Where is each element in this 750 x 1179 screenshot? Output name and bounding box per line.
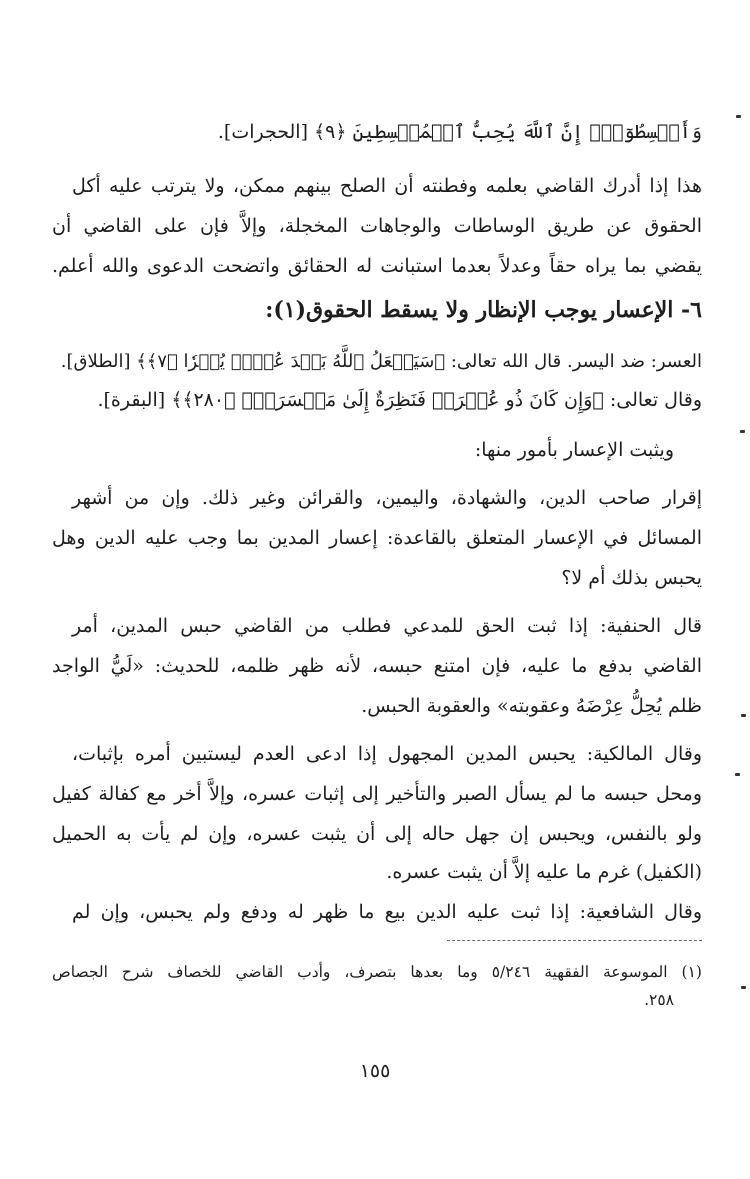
paragraph-line: ومحل حبسه ما لم يسأل الصبر والتأخير إلى إثبات عسره، وإلاَّ أخر مع كفالة كفيل (52, 783, 702, 805)
paragraph-line: قال الحنفية: إذا ثبت الحق للمدعي فطلب من القاضي حبس المدين، أمر (72, 615, 702, 637)
definition-line: العسر: ضد اليسر. قال الله تعالى: ﴿سَيَجۡعَلُ ٱللَّهُ بَعۡدَ عُسۡرٖ يُسۡرٗا ﴿٧﴾﴾ [الطلاق]. (60, 351, 702, 372)
paragraph-line: ظلم يُحِلُّ عِرْضَهُ وعقوبته» والعقوبة الحبس. (361, 695, 702, 717)
paragraph-line: القاضي بدفع ما عليه، فإن امتنع حبسه، لأنه ظهر ظلمه، للحديث: «لَيُّ الواجد (52, 655, 702, 677)
paragraph-line: هذا إذا أدرك القاضي بعلمه وفطنته أن الصلح بينهم ممكن، ولا يترتب عليه أكل (72, 175, 702, 197)
footnote-line: ٢٥٨. (644, 991, 674, 1009)
paragraph-line: (الكفيل) غرم ما عليه إلاَّ أن يثبت عسره. (386, 861, 702, 883)
scan-speck (741, 714, 746, 717)
paragraph-line: يقضي بما يراه حقاً وعدلاً بعدما استبانت له الحقائق واتضحت الدعوى والله أعلم. (52, 255, 702, 277)
scan-speck (741, 986, 746, 989)
quran-verse-hujurat: وَأَقۡسِطُوٓاْۖ إِنَّ ٱللَّهَ يُحِبُّ ٱلۡمُقۡسِطِينَ ﴿٩﴾ [الحجرات]. (217, 121, 702, 143)
paragraph-line: ولو بالنفس، ويحبس إن جهل حاله إلى أن يثبت عسره، وإن لم يأت به الحميل (52, 823, 702, 845)
paragraph-line: المسائل في الإعسار المتعلق بالقاعدة: إعسار المدين بما وجب عليه الدين وهل (52, 527, 702, 549)
page-number: ١٥٥ (359, 1060, 391, 1082)
scan-speck (736, 115, 741, 118)
scan-speck (740, 430, 745, 433)
quran-verse-baqarah: وقال تعالى: ﴿وَإِن كَانَ ذُو عُسۡرَةٖ فَنَظِرَةٌ إِلَىٰ مَيۡسَرَةٖۚ ﴿٢٨٠﴾﴾ [البقرة]. (97, 389, 702, 411)
paragraph-line: الحقوق عن طريق الوساطات والوجاهات المخجلة، وإلاَّ فإن على القاضي أن (52, 215, 702, 237)
footnote-line: (١) الموسوعة الفقهية ٥/٢٤٦ وما بعدها بتصرف، وأدب القاضي للخصاف شرح الجصاص (52, 963, 702, 981)
section-heading: ٦- الإعسار يوجب الإنظار ولا يسقط الحقوق(١): (265, 297, 702, 323)
paragraph-line: ويثبت الإعسار بأمور منها: (474, 439, 674, 461)
paragraph-line: وقال المالكية: يحبس المدين المجهول إذا ادعى العدم ليستبين أمره بإثبات، (72, 743, 702, 765)
paragraph-line: يحبس بذلك أم لا؟ (561, 567, 702, 589)
paragraph-line: إقرار صاحب الدين، والشهادة، واليمين، والقرائن وغير ذلك. وإن من أشهر (72, 487, 702, 509)
paragraph-line: وقال الشافعية: إذا ثبت عليه الدين بيع ما ظهر له ودفع ولم يحبس، وإن لم (72, 901, 702, 923)
scan-speck (735, 773, 740, 776)
footnote-separator (447, 940, 702, 941)
